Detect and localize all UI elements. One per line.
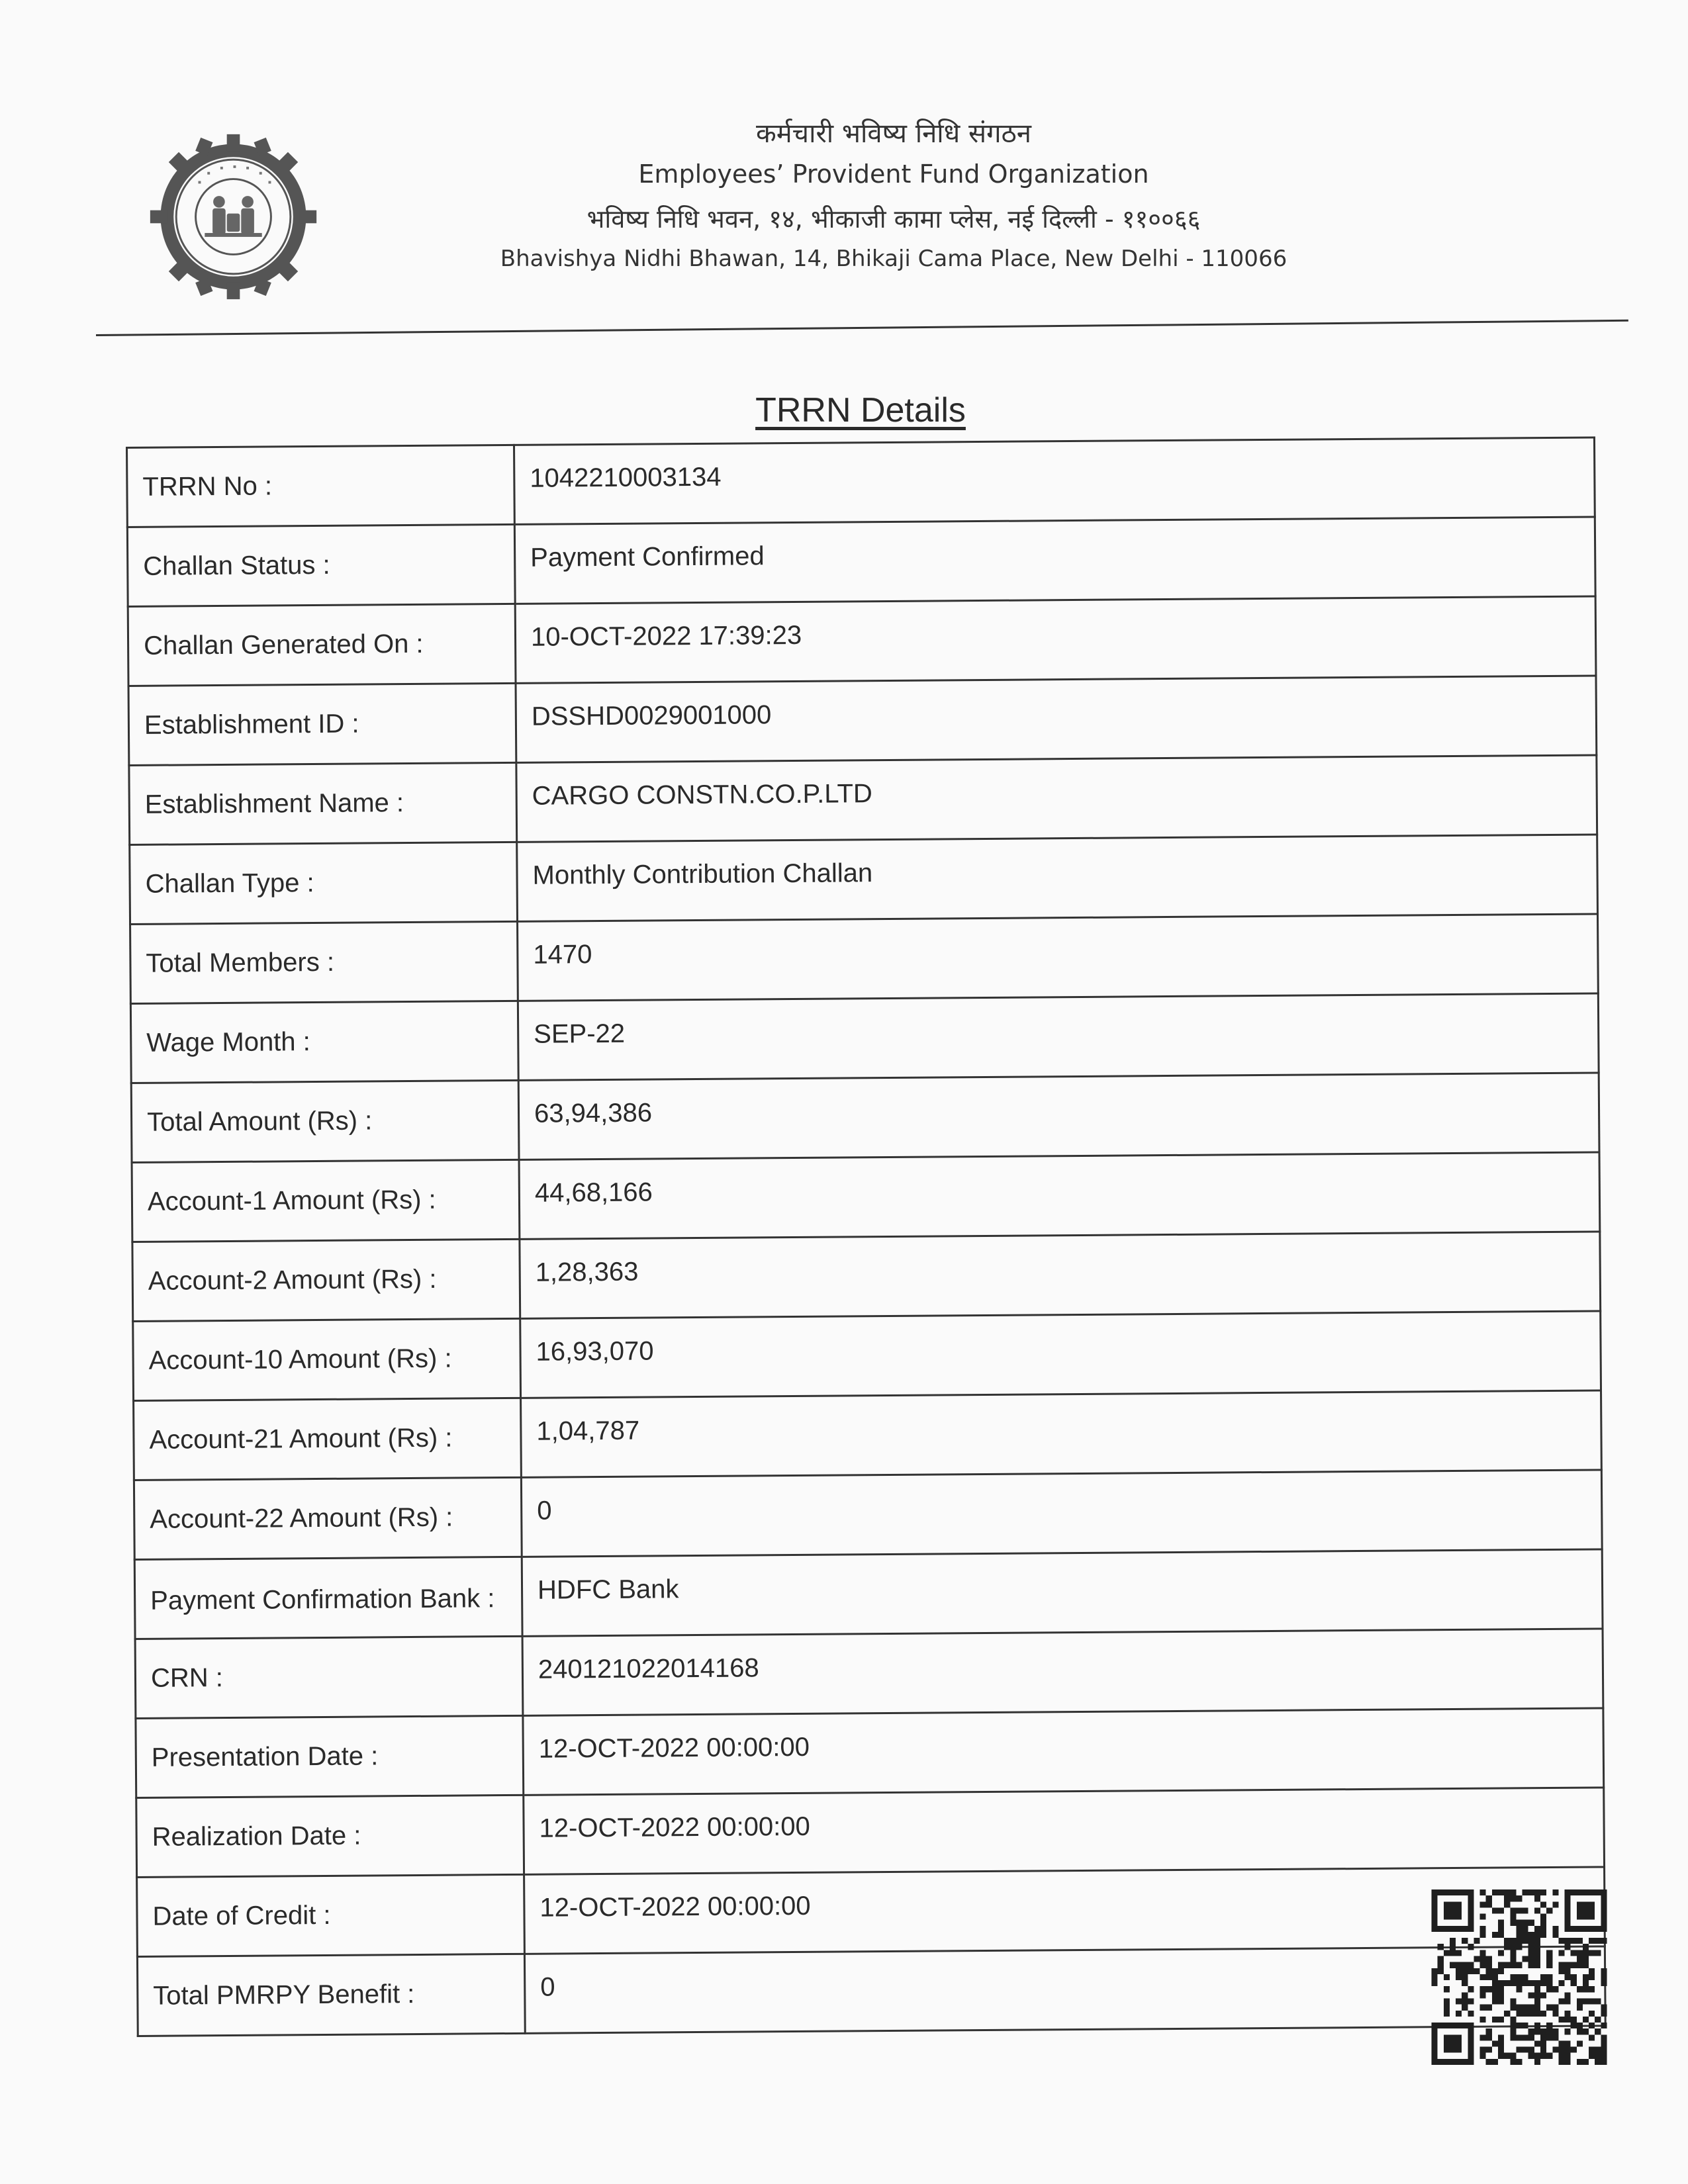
row-value: 1042210003134 <box>514 437 1595 524</box>
row-label: Challan Generated On : <box>128 604 516 686</box>
row-value: 1,04,787 <box>521 1390 1602 1477</box>
table-row <box>128 676 1597 765</box>
table-row <box>130 835 1598 924</box>
row-label: TRRN No : <box>127 445 515 527</box>
row-label: Total Members : <box>130 921 518 1003</box>
row-label: Total PMRPY Benefit : <box>137 1954 525 2036</box>
row-label: Wage Month : <box>130 1001 518 1083</box>
table-row <box>127 437 1595 527</box>
table-row <box>134 1390 1602 1480</box>
row-value: 1,28,363 <box>520 1232 1601 1318</box>
row-value: 12-OCT-2022 00:00:00 <box>523 1708 1604 1795</box>
row-label: Realization Date : <box>136 1795 524 1877</box>
table-row <box>130 993 1599 1083</box>
table-row <box>136 1708 1604 1797</box>
address-hindi: भविष्य निधि भवन, १४, भीकाजी कामा प्लेस, नई दिल्ली - ११००६६ <box>586 205 1201 234</box>
table-row <box>127 517 1595 606</box>
row-value: CARGO CONSTN.CO.P.LTD <box>516 755 1597 842</box>
organization-header <box>463 116 1324 276</box>
row-label: Account-2 Amount (Rs) : <box>132 1239 520 1321</box>
row-value: 12-OCT-2022 00:00:00 <box>524 1788 1605 1874</box>
row-label: Payment Confirmation Bank : <box>134 1557 522 1639</box>
table-row <box>137 1867 1605 1956</box>
table-row <box>131 1073 1599 1162</box>
row-label: Date of Credit : <box>137 1874 525 1956</box>
row-value: 44,68,166 <box>519 1152 1600 1239</box>
trrn-details-table <box>126 437 1607 2037</box>
row-value: Payment Confirmed <box>514 517 1595 604</box>
table-row <box>129 755 1597 844</box>
row-value: 10-OCT-2022 17:39:23 <box>515 596 1596 683</box>
row-label: Establishment ID : <box>128 683 516 765</box>
table-row <box>136 1788 1605 1877</box>
row-value: 0 <box>524 1946 1605 2033</box>
row-value: DSSHD0029001000 <box>516 676 1597 762</box>
row-value: Monthly Contribution Challan <box>517 835 1598 921</box>
row-value: 1470 <box>518 914 1599 1001</box>
epfo-seal-logo-icon <box>136 129 331 304</box>
org-name-english: Employees’ Provident Fund Organization <box>638 159 1149 189</box>
table-row <box>134 1470 1602 1559</box>
table-row <box>135 1629 1603 1718</box>
row-label: Account-10 Amount (Rs) : <box>133 1318 521 1400</box>
row-value: 63,94,386 <box>518 1073 1599 1160</box>
qr-code-icon <box>1430 1889 1609 2065</box>
row-value: 0 <box>521 1470 1602 1557</box>
row-label: CRN : <box>135 1636 523 1718</box>
row-value: 240121022014168 <box>522 1629 1603 1715</box>
row-value: 16,93,070 <box>520 1311 1601 1398</box>
row-label: Total Amount (Rs) : <box>131 1080 519 1162</box>
row-label: Presentation Date : <box>136 1715 524 1797</box>
row-label: Challan Status : <box>127 524 515 606</box>
table-row <box>134 1549 1603 1639</box>
row-value: 12-OCT-2022 00:00:00 <box>524 1867 1605 1954</box>
row-label: Establishment Name : <box>129 762 517 844</box>
table-row <box>128 596 1596 686</box>
row-value: SEP-22 <box>518 993 1599 1080</box>
header-divider <box>96 320 1628 336</box>
row-label: Account-22 Amount (Rs) : <box>134 1477 522 1559</box>
table-row <box>132 1232 1601 1321</box>
org-name-hindi: कर्मचारी भविष्य निधि संगठन <box>756 118 1031 149</box>
row-label: Account-21 Amount (Rs) : <box>134 1398 522 1480</box>
table-row <box>133 1311 1601 1400</box>
row-value: HDFC Bank <box>522 1549 1603 1636</box>
table-row <box>132 1152 1600 1242</box>
table-row <box>130 914 1599 1003</box>
table-row <box>137 1946 1605 2036</box>
page-title: TRRN Details <box>755 391 966 430</box>
address-english: Bhavishya Nidhi Bhawan, 14, Bhikaji Cama Place, New Delhi - 110066 <box>500 246 1288 272</box>
row-label: Challan Type : <box>130 842 518 924</box>
row-label: Account-1 Amount (Rs) : <box>132 1160 520 1242</box>
